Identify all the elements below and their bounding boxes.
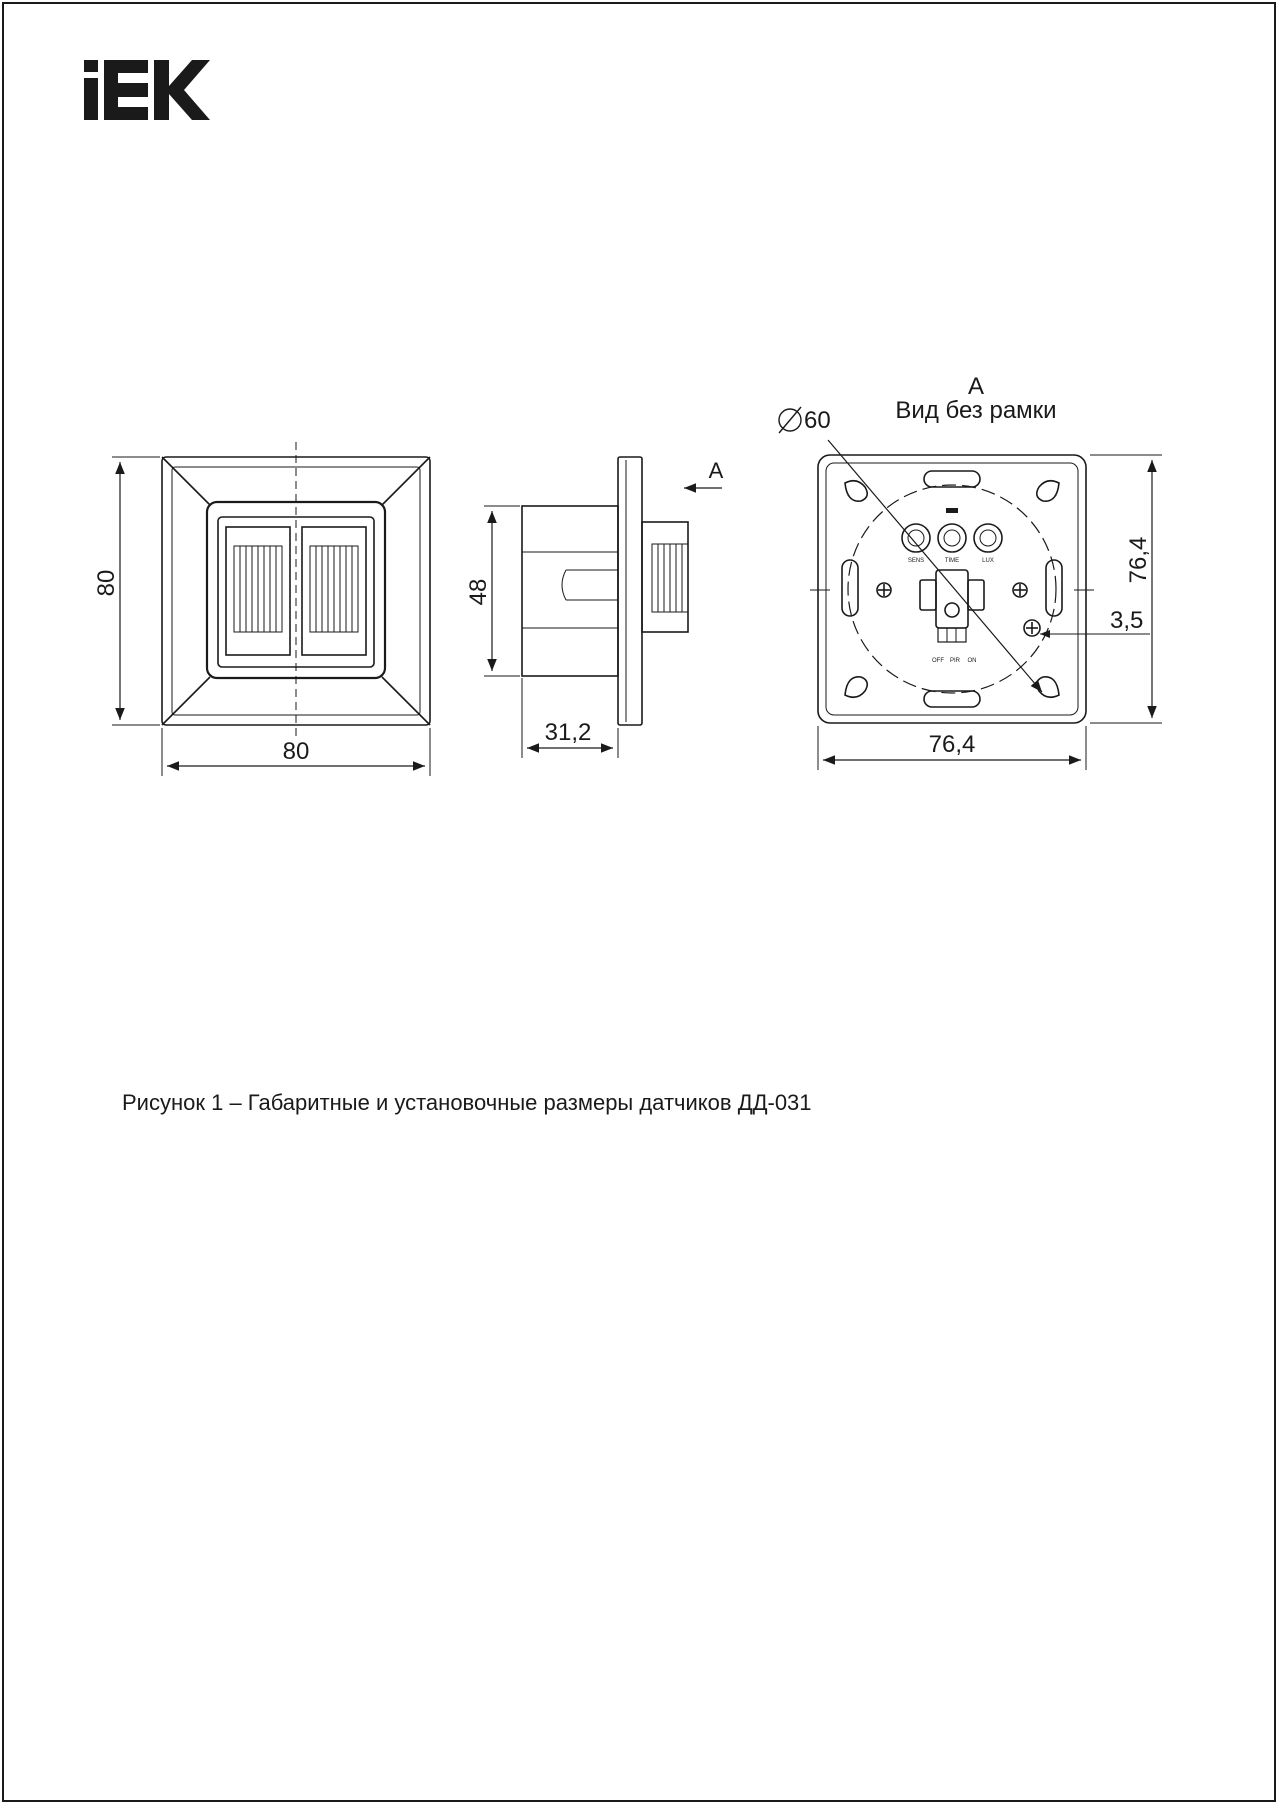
- side-arrow-label: A: [708, 458, 724, 483]
- side-view: [484, 457, 722, 758]
- back-view-letter: A: [967, 373, 985, 400]
- technical-drawing: [0, 0, 1280, 900]
- side-height-dimension: 48: [465, 578, 492, 606]
- switch-label-on: ON: [967, 658, 977, 664]
- figure-caption: [122, 1090, 812, 1116]
- back-height-dimension: 76,4: [1125, 536, 1152, 584]
- knob-label-time: TIME: [944, 558, 960, 564]
- knob-label-sens: SENS: [907, 558, 925, 564]
- back-view: [810, 440, 1162, 770]
- offset-dimension: 3,5: [1110, 607, 1144, 634]
- diameter-dimension: 60: [804, 407, 831, 434]
- front-view: [112, 442, 430, 776]
- caption-text: Габаритные и установочные размеры датчиков: [247, 1090, 738, 1115]
- caption-prefix: Рисунок 1: [122, 1090, 224, 1115]
- front-width-dimension: 80: [282, 738, 310, 765]
- knob-label-lux: LUX: [982, 558, 994, 564]
- front-height-dimension: 80: [93, 569, 120, 597]
- switch-label-pir: PIR: [949, 658, 961, 664]
- back-view-title: Вид без рамки: [895, 397, 1057, 424]
- switch-label-off: OFF: [932, 658, 944, 664]
- diameter-symbol: [779, 407, 801, 433]
- caption-model: ДД-031: [737, 1090, 812, 1115]
- side-depth-dimension: 31,2: [544, 719, 592, 746]
- caption-dash: –: [223, 1090, 248, 1115]
- back-width-dimension: 76,4: [928, 731, 976, 758]
